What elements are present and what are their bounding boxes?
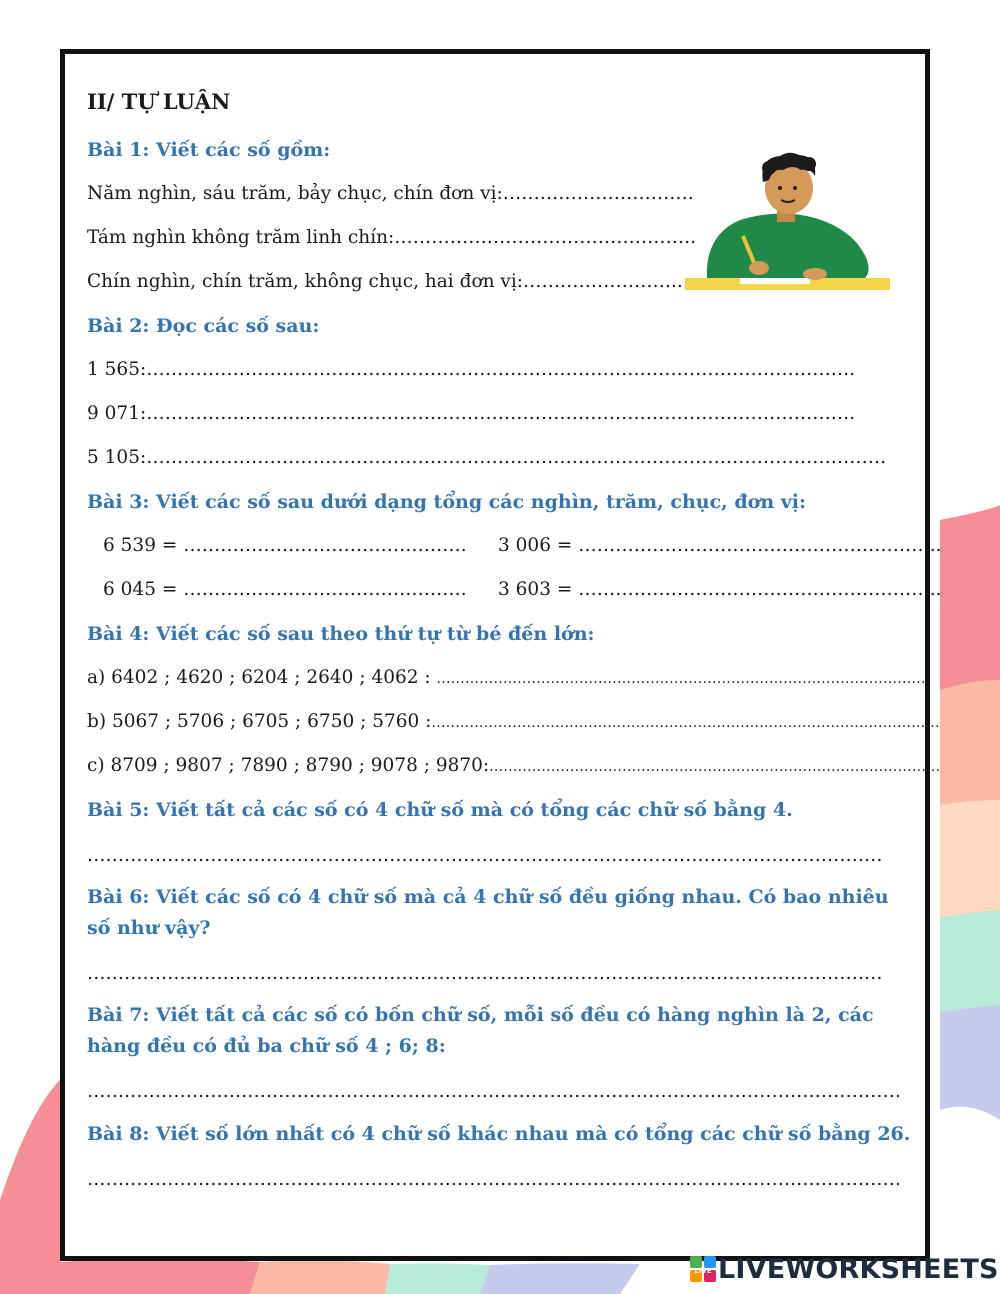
- bai4-heading: Bài 4: Viết các số sau theo thứ tự từ bé đến lớn:: [87, 623, 595, 645]
- rainbow-bottom-mint: [385, 1263, 490, 1294]
- bai6-heading: Bài 6: Viết các số có 4 chữ số mà cả 4 chữ số đều giống nhau. Có bao nhiêu số như vậy?: [87, 886, 889, 939]
- liveworksheets-wordmark: LIVEWORKSHEETS: [718, 1253, 999, 1285]
- bai1-line-1-text: Năm nghìn, sáu trăm, bảy chục, chín đơn vị:: [87, 183, 503, 204]
- rainbow-band-mint: [940, 910, 1000, 1012]
- bai2-line-1-answer[interactable]: …………………………………………………………………………………………………….: [146, 359, 856, 380]
- bai2-line-2-text: 9 071:: [87, 403, 147, 424]
- bai4-line-a: [87, 666, 931, 691]
- bai3-row-2-left-answer[interactable]: ……………………………………….: [183, 579, 467, 600]
- bai3-row-1-left-answer[interactable]: ……………………………………….: [183, 535, 467, 556]
- bai3-row-1-left: [103, 534, 467, 558]
- bai8-answer[interactable]: ……………………………………………………………………………………………………………………: [87, 1169, 901, 1190]
- live-badge-icon: [690, 1256, 716, 1282]
- rainbow-band-red: [940, 505, 1000, 700]
- bai6-answer[interactable]: …………………………………………………………………………………………………………………: [87, 963, 883, 984]
- bai1-line-3-text: Chín nghìn, chín trăm, không chục, hai đơn vị:: [87, 271, 523, 292]
- bai3-row-1-right-answer[interactable]: …………………………………………………..: [578, 535, 942, 556]
- bai4-line-a-text: a) 6402 ; 4620 ; 6204 ; 2640 ; 4062 :: [87, 667, 437, 688]
- bai3-row-1-left-expr: 6 539 =: [103, 535, 184, 556]
- bai1-line-2-answer[interactable]: ………………………………………….: [394, 227, 697, 248]
- bai4-line-b-text: b) 5067 ; 5706 ; 6705 ; 6750 ; 5760 :: [87, 711, 432, 732]
- bai2-line-2: [87, 402, 855, 426]
- bai5-heading: Bài 5: Viết tất cả các số có 4 chữ số mà có tổng các chữ số bằng 4.: [87, 799, 793, 821]
- liveworksheets-logo[interactable]: [690, 1252, 999, 1286]
- bai5-answer[interactable]: …………………………………………………………………………………………………………………: [87, 845, 883, 866]
- bai2-line-3: [87, 446, 886, 470]
- bai1-line-2-text: Tám nghìn không trăm linh chín:: [87, 227, 395, 248]
- bai1-line-3: [87, 270, 683, 294]
- bai1-heading: Bài 1: Viết các số gồm:: [87, 139, 331, 161]
- bai3-row-1-right: [498, 534, 942, 558]
- bai1-line-3-answer[interactable]: ……………………..: [522, 271, 683, 292]
- bai4-line-b: [87, 710, 940, 735]
- rainbow-bottom-peach: [250, 1260, 390, 1294]
- rainbow-band-peach: [940, 680, 1000, 810]
- bai2-line-3-answer[interactable]: …………………………………………………………………………………………………………: [146, 447, 887, 468]
- bai2-line-2-answer[interactable]: …………………………………………………………………………………………………….: [146, 403, 856, 424]
- live-badge-text: LIVE: [694, 1267, 712, 1275]
- rainbow-bottom-red: [60, 1259, 260, 1294]
- bai2-line-1: [87, 358, 855, 382]
- bai1-line-1: [87, 182, 694, 206]
- rainbow-band-left-red: [0, 1080, 60, 1294]
- bai4-line-b-answer[interactable]: ...........................................................................................................: [431, 715, 940, 731]
- bai3-row-1-right-expr: 3 006 =: [498, 535, 579, 556]
- bai3-row-2-left-expr: 6 045 =: [103, 579, 184, 600]
- bai7-answer[interactable]: ……………………………………………………………………………………………………………………: [87, 1081, 901, 1102]
- boy-writing-illustration: [685, 150, 895, 300]
- bai3-row-2-right-expr: 3 603 =: [498, 579, 579, 600]
- bai3-row-2-right: [498, 578, 942, 602]
- bai8-heading: Bài 8: Viết số lớn nhất có 4 chữ số khác nhau mà có tổng các chữ số bằng 26.: [87, 1123, 911, 1145]
- rainbow-band-lavender: [940, 1005, 1000, 1120]
- bai2-heading: Bài 2: Đọc các số sau:: [87, 315, 320, 337]
- bai7-heading: Bài 7: Viết tất cả các số có bốn chữ số, mỗi số đều có hàng nghìn là 2, các hàng đều có đủ ba chữ số 4 ; 6; 8:: [87, 1004, 874, 1057]
- bai4-line-c-text: c) 8709 ; 9807 ; 7890 ; 8790 ; 9078 ; 9870:: [87, 755, 490, 776]
- bai3-row-2-right-answer[interactable]: …………………………………………………..: [578, 579, 942, 600]
- rainbow-bottom-lavender: [480, 1263, 640, 1294]
- bai3-row-2-left: [103, 578, 467, 602]
- bai3-heading: Bài 3: Viết các số sau dưới dạng tổng các nghìn, trăm, chục, đơn vị:: [87, 491, 807, 513]
- bai4-line-c-answer[interactable]: ...............................................................................................: [489, 759, 941, 775]
- bai1-line-1-answer[interactable]: ………………………….: [502, 183, 694, 204]
- bai4-line-a-answer[interactable]: ........................................................................................................: [436, 671, 931, 687]
- rainbow-band-cream: [940, 800, 1000, 918]
- section-title: II/ TỰ LUẬN: [87, 89, 231, 114]
- worksheet-page: [60, 49, 942, 1261]
- bai2-line-1-text: 1 565:: [87, 359, 147, 380]
- bai1-line-2: [87, 226, 696, 250]
- bai2-line-3-text: 5 105:: [87, 447, 147, 468]
- bai4-line-c: [87, 754, 940, 779]
